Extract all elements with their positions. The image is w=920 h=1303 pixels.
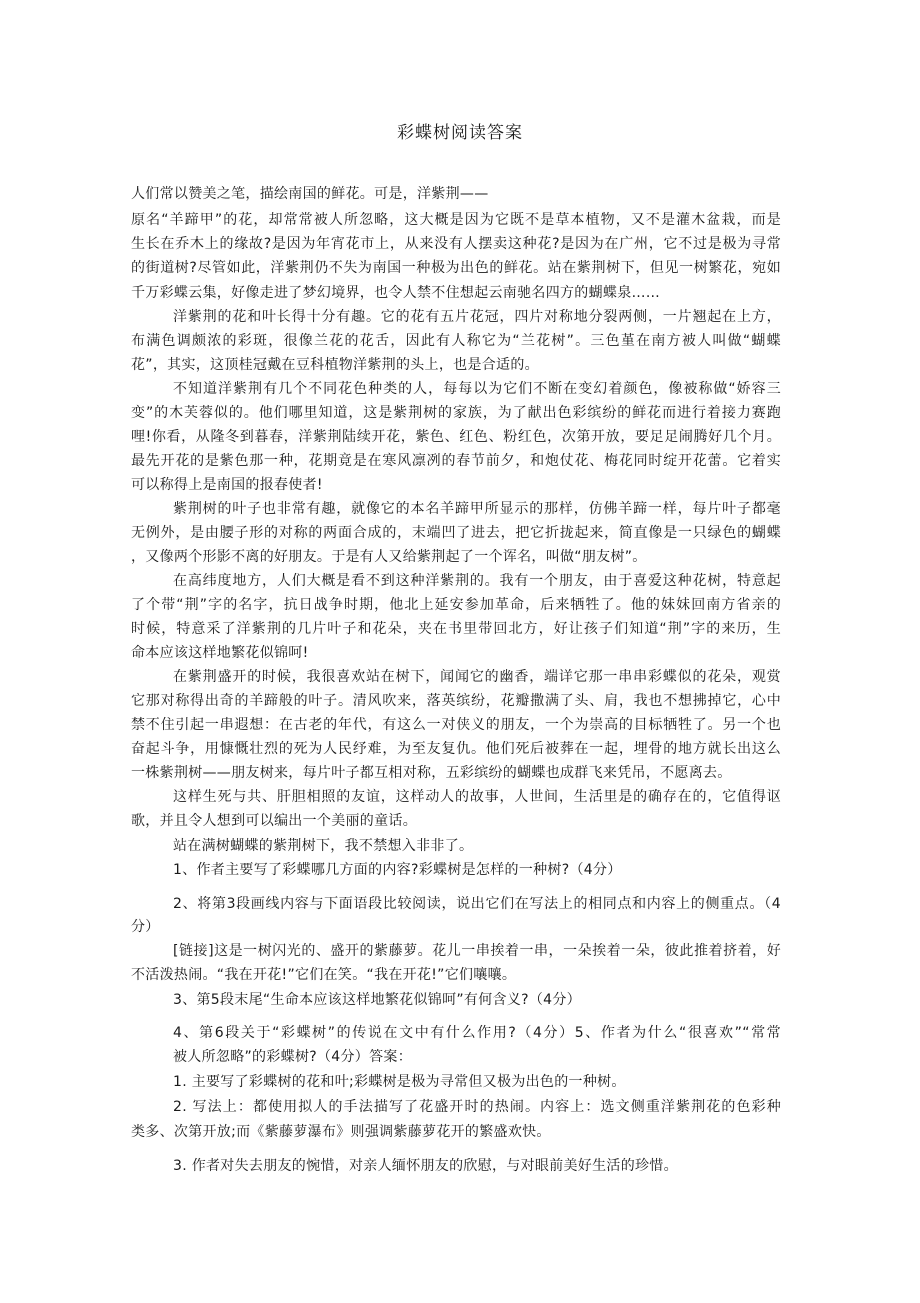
answer-3: 3. 作者对失去朋友的惋惜，对亲人缅怀朋友的欣慰，与对眼前美好生活的珍惜。 xyxy=(173,1158,678,1174)
text-line: 最先开花的是紫色那一种，花期竟是在寒风凛冽的春节前夕，和炮仗花、梅花同时绽开花蕾。它着实 xyxy=(131,453,781,469)
text-line: 时候，特意采了洋紫荆的几片叶子和花朵，夹在书里带回北方，好让孩子们知道“荆”字的来历，生 xyxy=(131,621,781,637)
answer-1: 1. 主要写了彩蝶树的花和叶;彩蝶树是极为寻常但又极为出色的一种树。 xyxy=(173,1074,626,1090)
text-line: 千万彩蝶云集，好像走进了梦幻境界，也令人禁不住想起云南驰名四方的蝴蝶泉…… xyxy=(131,285,661,301)
text-line: 不活泼热闹。“我在开花!”它们在笑。“我在开花!”它们嚷嚷。 xyxy=(131,967,517,983)
text-line: ，又像两个形影不离的好朋友。于是有人又给紫荆起了一个诨名，叫做“朋友树”。 xyxy=(131,549,647,565)
text-line: 哩!你看，从隆冬到暮春，洋紫荆陆续开花，紫色、红色、粉红色，次第开放，要足足闹腾好几个月。 xyxy=(131,429,781,445)
text-line: 这样生死与共、肝胆相照的友谊，这样动人的故事，人世间，生活里是的确存在的，它值得讴 xyxy=(173,789,781,805)
text-line: 分） xyxy=(131,919,160,935)
text-line: 不知道洋紫荆有几个不同花色种类的人，每每以为它们不断在变幻着颜色，像被称做“娇容三 xyxy=(173,381,781,397)
question-1: 1、作者主要写了彩蝶哪几方面的内容?彩蝶树是怎样的一种树?（4分） xyxy=(173,862,622,878)
text-line: 它那对称得出奇的羊蹄般的叶子。清风吹来，落英缤纷，花瓣撒满了头、肩，我也不想拂掉它，心中 xyxy=(131,693,781,709)
text-line: 的街道树?尽管如此，洋紫荆仍不失为南国一种极为出色的鲜花。站在紫荆树下，但见一树繁花，宛如 xyxy=(131,260,781,276)
text-line: 原名“羊蹄甲”的花，却常常被人所忽略，这大概是因为它既不是草本植物，又不是灌木盆栽，而是 xyxy=(131,212,781,228)
question-2: 2、将第3段画线内容与下面语段比较阅读，说出它们在写法上的相同点和内容上的侧重点。（4 xyxy=(173,896,781,912)
answer-2: 2. 写法上：都使用拟人的手法描写了花盛开时的热闹。内容上：选文侧重洋紫荆花的色彩种 xyxy=(173,1099,781,1115)
text-line: 在紫荆盛开的时候，我很喜欢站在树下，闻闻它的幽香，端详它那一串串彩蝶似的花朵，观赏 xyxy=(173,669,781,685)
text-line: 变”的木芙蓉似的。他们哪里知道，这是紫荆树的家族，为了献出色彩缤纷的鲜花而进行着接力赛跑 xyxy=(131,405,781,421)
text-line: 被人所忽略”的彩蝶树?（4分）答案： xyxy=(173,1049,412,1065)
text-line: 奋起斗争，用慷慨壮烈的死为人民纾难，为至友复仇。他们死后被葬在一起，埋骨的地方就长出这么 xyxy=(131,741,781,757)
link-passage: [链接]这是一树闪光的、盛开的紫藤萝。花儿一串挨着一串，一朵挨着一朵，彼此推着挤着，好 xyxy=(173,943,781,959)
text-line: 花”，其实，这顶桂冠戴在豆科植物洋紫荆的头上，也是合适的。 xyxy=(131,357,539,373)
text-line: 歌，并且令人想到可以编出一个美丽的童话。 xyxy=(131,813,417,829)
text-line: 布满色调颇浓的彩斑，很像兰花的花舌，因此有人称它为“兰花树”。三色堇在南方被人叫做“蝴蝶 xyxy=(131,333,781,349)
text-line: 站在满树蝴蝶的紫荆树下，我不禁想入非非了。 xyxy=(173,838,474,854)
text-line: 在高纬度地方，人们大概是看不到这种洋紫荆的。我有一个朋友，由于喜爱这种花树，特意起 xyxy=(173,573,781,589)
text-line: 紫荆树的叶子也非常有趣，就像它的本名羊蹄甲所显示的那样，仿佛羊蹄一样，每片叶子都毫 xyxy=(173,501,781,517)
text-line: 禁不住引起一串遐想：在古老的年代，有这么一对侠义的朋友，一个为崇高的目标牺牲了。另一个也 xyxy=(131,717,781,733)
text-line: 了个带“荆”字的名字，抗日战争时期，他北上延安参加革命，后来牺牲了。他的妹妹回南方省亲的 xyxy=(131,597,781,613)
text-line: 可以称得上是南国的报春使者! xyxy=(131,477,323,493)
text-line: 类多、次第开放;而《紫藤萝瀑布》则强调紫藤萝花开的繁盛欢快。 xyxy=(131,1124,551,1140)
text-line: 无例外，是由腰子形的对称的两面合成的，末端凹了进去，把它折拢起来，简直像是一只绿色的蝴蝶 xyxy=(131,525,781,541)
text-line: 人们常以赞美之笔，描绘南国的鲜花。可是，洋紫荆—— xyxy=(131,186,489,202)
text-line: 命本应该这样地繁花似锦呵! xyxy=(131,645,309,661)
document-title: 彩蝶树阅读答案 xyxy=(397,123,523,143)
text-line: 生长在乔木上的缘故?是因为年宵花市上，从来没有人摆卖这种花?是因为在广州，它不过是极为寻常 xyxy=(131,236,781,252)
text-line: 一株紫荆树——朋友树来，每片叶子都互相对称，五彩缤纷的蝴蝶也成群飞来凭吊，不愿离去。 xyxy=(131,765,732,781)
question-4-5: 4、第6段关于“彩蝶树”的传说在文中有什么作用?（4分）5、作者为什么“很喜欢”“常常 xyxy=(173,1025,781,1041)
text-line: 洋紫荆的花和叶长得十分有趣。它的花有五片花冠，四片对称地分裂两侧，一片翘起在上方， xyxy=(173,309,781,325)
question-3: 3、第5段末尾“生命本应该这样地繁花似锦呵”有何含义?（4分） xyxy=(173,992,581,1008)
